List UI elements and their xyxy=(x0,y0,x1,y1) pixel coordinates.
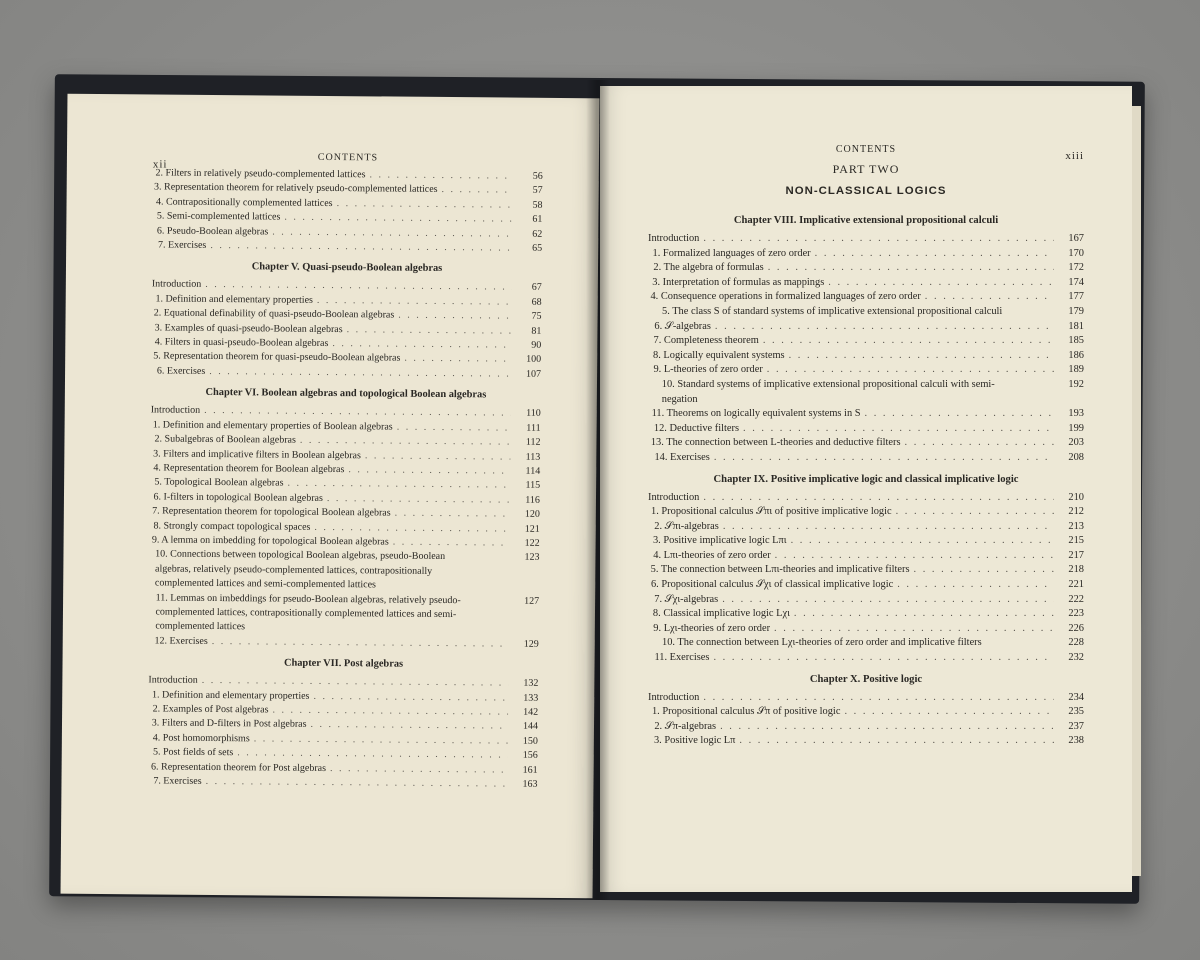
toc-entry-text: 12. Deductive filters xyxy=(653,422,739,434)
toc-entry-label xyxy=(648,691,699,706)
leader-dots xyxy=(703,691,1054,706)
toc-entry-label xyxy=(653,247,811,262)
toc-entry-page: 215 xyxy=(1068,535,1084,547)
toc-entry-label xyxy=(654,451,709,466)
toc-entry-page: 223 xyxy=(1068,608,1084,620)
toc-entry-text: 13. The connection between L-theories and deductive filters xyxy=(650,437,901,449)
toc-entry-text: 4. Contrapositionally complemented lattices xyxy=(155,196,333,209)
toc-entry-text: 12. Exercises xyxy=(154,635,208,647)
toc-entry-page: 57 xyxy=(532,185,543,197)
leader-dots xyxy=(272,704,508,720)
toc-entry-page: 217 xyxy=(1068,549,1084,561)
leader-dots xyxy=(865,407,1054,422)
toc-entry xyxy=(648,290,1084,305)
toc-entry xyxy=(648,491,1084,506)
toc-entry-page: 226 xyxy=(1068,622,1084,634)
chapter-title: Chapter VIII. Implicative extensional propositional calculi xyxy=(733,215,999,226)
toc-entry-page: 144 xyxy=(522,721,539,733)
toc-entry-label xyxy=(151,760,326,776)
toc-entry-page: 100 xyxy=(526,354,542,366)
leader-dots xyxy=(713,651,1054,666)
toc-entry-page: 120 xyxy=(524,508,540,520)
toc-entry xyxy=(648,320,1084,335)
toc-entry xyxy=(648,378,1084,407)
toc-entry xyxy=(648,276,1084,291)
toc-entry-text: Introduction xyxy=(150,404,201,417)
toc-entry-label xyxy=(653,534,787,549)
toc-entry xyxy=(152,238,542,256)
toc-entry xyxy=(648,232,1084,247)
toc-entry xyxy=(648,563,1084,578)
toc-entry-text: 2. Equational definability of quasi-pseudo-Boolean algebras xyxy=(153,307,395,321)
toc-entry-page: 90 xyxy=(531,339,542,351)
toc-entry-text: 1. Formalized languages of zero order xyxy=(652,247,811,259)
toc-entry-text: 4. Representation theorem for Boolean algebras xyxy=(153,462,345,476)
leader-dots xyxy=(723,520,1054,535)
leader-dots xyxy=(794,607,1054,622)
toc-entry xyxy=(648,636,1084,651)
toc-entry-page: 115 xyxy=(525,480,541,492)
toc-entry-text: 10. Standard systems of implicative extensional propositional calculi with semi-negation xyxy=(661,378,995,405)
leader-dots xyxy=(206,775,508,792)
toc-entry-text: Introduction xyxy=(148,674,198,687)
toc-entry-page: 122 xyxy=(524,537,540,549)
toc-entry xyxy=(648,261,1084,276)
toc-entry-text: 4. Consequence operations in formalized languages of zero order xyxy=(650,291,921,303)
toc-entry-text: 6. 𝒮-algebras xyxy=(654,320,711,332)
toc-entry-text: 6. Exercises xyxy=(156,365,206,377)
toc-entry-page: 123 xyxy=(524,552,540,564)
toc-entry-page: 167 xyxy=(1068,233,1084,244)
leader-dots xyxy=(393,535,510,550)
toc-entry-page: 237 xyxy=(1068,720,1084,732)
toc-entry xyxy=(151,364,541,382)
continued-entries xyxy=(152,166,543,256)
toc-entry xyxy=(147,774,537,792)
leader-dots xyxy=(739,734,1054,749)
leader-dots xyxy=(768,261,1054,276)
toc-entry-text: 10. The connection between Lχι-theories of zero order and implicative filters xyxy=(662,637,982,649)
leader-dots xyxy=(210,239,512,256)
toc-entry-label xyxy=(155,336,329,352)
toc-entry-page: 67 xyxy=(531,282,542,294)
toc-entry-label xyxy=(662,305,1058,320)
leader-dots xyxy=(395,507,510,522)
toc-entry-page: 208 xyxy=(1068,451,1084,463)
toc-entry-text: Introduction xyxy=(151,278,202,291)
toc-entry-text: 11. Lemmas on imbeddings for pseudo-Boolean algebras, relatively pseudo-complemented lattices, contrapositionally complemented lattices and semi-complemented lattices xyxy=(155,592,461,633)
toc-entry-label xyxy=(651,505,892,520)
leader-dots xyxy=(703,491,1054,506)
toc-entry-page: 121 xyxy=(524,523,540,535)
leader-dots xyxy=(815,247,1054,262)
toc-entry xyxy=(648,607,1084,622)
part-title: NON-CLASSICAL LOGICS xyxy=(785,185,947,197)
toc-entry-label xyxy=(651,436,901,451)
toc-entry-label xyxy=(653,622,770,637)
leader-dots xyxy=(369,168,512,184)
toc-entry-label xyxy=(153,519,310,535)
toc-entry-text: 8. Strongly compact topological spaces xyxy=(153,519,311,533)
toc-entry-text: 9. L-theories of zero order xyxy=(653,364,763,376)
toc-entry xyxy=(648,349,1084,364)
leader-dots xyxy=(767,363,1054,378)
left-chapter-list xyxy=(147,261,542,792)
toc-entry xyxy=(648,422,1084,437)
toc-entry-page: 189 xyxy=(1068,364,1084,376)
leader-dots xyxy=(348,463,510,479)
toc-entry-text: 7. 𝒮χι-algebras xyxy=(654,593,719,605)
toc-entry-label xyxy=(653,363,762,378)
leader-dots xyxy=(763,334,1054,349)
leader-dots xyxy=(925,290,1054,305)
toc-entry-text: 10. Connections between topological Boolean algebras, pseudo-Boolean algebras, relatively pseudo-complemented lattices, contrapositionally complemented lattices and semi-complemented lattices xyxy=(154,548,446,591)
toc-entry-label xyxy=(152,688,310,704)
toc-entry-text: 9. Lχι-theories of zero order xyxy=(653,622,771,634)
toc-entry-label xyxy=(654,520,719,535)
toc-entry-page: 133 xyxy=(523,692,539,704)
toc-entry-page: 58 xyxy=(532,199,543,211)
toc-entry xyxy=(648,505,1084,520)
leader-dots xyxy=(404,352,511,367)
toc-entry-text: 4. Lπι-theories of zero order xyxy=(653,549,771,561)
toc-entry-text: 11. Theorems on logically equivalent systems in S xyxy=(651,408,861,420)
toc-entry-text: 11. Exercises xyxy=(654,652,710,664)
toc-entry-label xyxy=(156,195,333,211)
toc-entry-page: 68 xyxy=(531,296,542,308)
toc-entry-text: 6. Pseudo-Boolean algebras xyxy=(156,225,269,238)
chapter-title: Chapter V. Quasi-pseudo-Boolean algebras xyxy=(251,261,443,275)
chapter-title: Chapter IX. Positive implicative logic and classical implicative logic xyxy=(713,473,1019,485)
toc-entry-label xyxy=(157,210,281,225)
toc-entry-label xyxy=(153,746,233,761)
toc-entry-label xyxy=(154,634,207,649)
toc-entry-text: 3. Positive logic Lπ xyxy=(653,735,736,747)
toc-entry-text: 8. Classical implicative logic Lχι xyxy=(652,608,790,620)
toc-entry-page: 179 xyxy=(1068,305,1084,317)
toc-entry-page: 213 xyxy=(1068,520,1084,532)
toc-entry-page: 186 xyxy=(1068,349,1084,361)
toc-entry-page: 221 xyxy=(1068,579,1084,591)
toc-entry-text: Introduction xyxy=(648,491,700,503)
chapter-title: Chapter VII. Post algebras xyxy=(283,657,404,670)
toc-entry-text: 6. Representation theorem for Post algebras xyxy=(151,761,327,774)
leader-dots xyxy=(791,534,1054,549)
toc-entry-page: 172 xyxy=(1068,262,1084,274)
toc-entry xyxy=(648,436,1084,451)
toc-entry-text: 6. Propositional calculus 𝒮χι of classical implicative logic xyxy=(650,579,894,591)
toc-entry xyxy=(149,591,539,638)
toc-entry-label xyxy=(151,404,201,419)
toc-entry-label xyxy=(662,378,1058,407)
toc-entry-text: 1. Definition and elementary properties xyxy=(151,689,310,702)
toc-entry-page: 234 xyxy=(1068,691,1084,703)
leader-dots xyxy=(905,436,1055,451)
leader-dots xyxy=(789,349,1054,364)
toc-entry-page: 110 xyxy=(526,407,541,420)
toc-entry-label xyxy=(654,651,709,666)
leader-dots xyxy=(715,320,1054,335)
toc-entry-page: 129 xyxy=(523,638,539,650)
toc-entry-text: 1. Propositional calculus 𝒮πι of positive implicative logic xyxy=(651,506,892,518)
toc-entry-text: 3. Filters and D-filters in Post algebras xyxy=(151,717,307,731)
toc-entry-text: 2. Subalgebras of Boolean algebras xyxy=(154,433,296,446)
leader-dots xyxy=(828,276,1054,291)
leader-dots xyxy=(844,705,1054,720)
leader-dots xyxy=(743,422,1054,437)
running-head-title: CONTENTS xyxy=(317,151,379,164)
toc-entry-label xyxy=(652,407,861,422)
chapter-title: Chapter X. Positive logic xyxy=(809,673,923,685)
toc-entry-page: 114 xyxy=(525,465,541,477)
leader-dots xyxy=(703,232,1054,247)
leader-dots xyxy=(337,197,513,213)
part-heading: PART TWO xyxy=(832,162,900,176)
right-running-head xyxy=(648,144,1084,160)
toc-entry-label xyxy=(155,548,514,594)
leader-dots xyxy=(722,593,1054,608)
right-page-content xyxy=(648,144,1084,749)
toc-entry-page: 193 xyxy=(1068,408,1084,420)
leader-dots xyxy=(720,720,1054,735)
leader-dots xyxy=(212,635,509,652)
toc-entry-page: 203 xyxy=(1068,437,1084,449)
toc-entry-label xyxy=(662,636,1058,651)
toc-entry-label xyxy=(654,734,735,749)
toc-entry-label xyxy=(154,433,295,449)
toc-entry-page: 161 xyxy=(522,764,538,776)
toc-entry xyxy=(648,407,1084,422)
leader-dots xyxy=(914,563,1054,578)
toc-entry-text: 2. The algebra of formulas xyxy=(653,262,764,274)
toc-entry xyxy=(648,451,1084,466)
toc-entry-page: 150 xyxy=(522,735,538,747)
leader-dots xyxy=(397,420,511,435)
toc-entry-text: 7. Representation theorem for topological Boolean algebras xyxy=(152,505,391,519)
toc-entry-page: 222 xyxy=(1068,593,1084,605)
toc-entry-label xyxy=(654,593,718,608)
toc-entry-text: 5. Topological Boolean algebras xyxy=(154,476,284,489)
toc-entry-text: 3. Positive implicative logic Lπι xyxy=(652,535,787,547)
toc-entry-text: 5. Semi-complemented lattices xyxy=(156,210,281,223)
toc-entry-text: 3. Representation theorem for relatively pseudo-complemented lattices xyxy=(154,181,438,196)
page-number: xiii xyxy=(1065,150,1084,162)
toc-entry-page: 232 xyxy=(1068,652,1084,664)
toc-entry-label xyxy=(654,422,739,437)
toc-entry xyxy=(149,634,539,652)
right-page xyxy=(600,86,1132,892)
toc-entry xyxy=(648,334,1084,349)
toc-entry-text: 2. 𝒮π-algebras xyxy=(654,720,717,732)
toc-entry-text: 1. Definition and elementary properties xyxy=(155,293,313,306)
toc-entry xyxy=(648,363,1084,378)
toc-entry-label xyxy=(653,549,770,564)
toc-entry-label xyxy=(155,292,313,308)
toc-entry-text: 7. Exercises xyxy=(157,239,207,251)
toc-entry-label xyxy=(648,491,699,506)
leader-dots xyxy=(327,492,510,508)
book-gutter xyxy=(586,80,610,900)
toc-entry xyxy=(648,578,1084,593)
toc-entry-label xyxy=(654,334,759,349)
toc-entry-text: Introduction xyxy=(648,233,700,244)
toc-entry-text: 5. Representation theorem for quasi-pseudo-Boolean algebras xyxy=(153,350,401,365)
toc-entry-label xyxy=(651,563,910,578)
chapter-title: Chapter VI. Boolean algebras and topological Boolean algebras xyxy=(205,387,487,401)
toc-entry-label xyxy=(153,702,269,717)
toc-entry-text: 2. 𝒮πι-algebras xyxy=(654,520,719,532)
toc-entry-page: 212 xyxy=(1068,506,1084,518)
toc-entry-page: 218 xyxy=(1068,564,1084,576)
toc-entry-page: 163 xyxy=(522,778,538,790)
right-chapter-list xyxy=(648,215,1084,749)
toc-entry-page: 228 xyxy=(1068,637,1084,649)
toc-entry-page: 61 xyxy=(532,213,543,226)
toc-entry xyxy=(648,705,1084,720)
toc-entry-page: 75 xyxy=(531,311,542,323)
toc-entry-label xyxy=(158,239,206,254)
toc-entry-page: 132 xyxy=(523,677,539,690)
leader-dots xyxy=(897,578,1054,593)
leader-dots xyxy=(775,549,1054,564)
toc-entry-text: 5. The class S of standard systems of implicative extensional propositional calculi xyxy=(662,305,1003,317)
leader-dots xyxy=(332,337,511,353)
toc-entry-label xyxy=(148,674,198,689)
toc-entry-text: 6. I-filters in topological Boolean algebras xyxy=(153,491,323,504)
toc-entry-label xyxy=(653,349,785,364)
left-page xyxy=(61,94,600,899)
toc-entry-page: 170 xyxy=(1068,247,1084,259)
toc-entry-label xyxy=(652,276,824,291)
toc-entry-text: 1. Propositional calculus 𝒮π of positive logic xyxy=(651,706,841,718)
toc-entry-label xyxy=(157,224,268,239)
toc-entry-label xyxy=(652,705,840,720)
toc-entry-text: 14. Exercises xyxy=(654,451,710,463)
toc-entry xyxy=(648,651,1084,666)
toc-entry-page: 235 xyxy=(1068,706,1084,718)
toc-entry-page: 181 xyxy=(1068,320,1084,332)
toc-entry xyxy=(648,534,1084,549)
leader-dots xyxy=(365,449,511,465)
toc-entry xyxy=(648,247,1084,262)
toc-entry-page: 192 xyxy=(1068,378,1084,390)
toc-entry-label xyxy=(155,591,513,637)
toc-entry-page: 127 xyxy=(524,595,540,607)
leader-dots xyxy=(398,309,511,324)
leader-dots xyxy=(896,505,1054,520)
toc-entry-page: 177 xyxy=(1068,291,1084,303)
toc-entry-text: 2. Examples of Post algebras xyxy=(152,703,269,716)
toc-entry-text: Introduction xyxy=(648,691,700,703)
toc-entry xyxy=(648,720,1084,735)
toc-entry-page: 56 xyxy=(532,170,543,182)
leader-dots xyxy=(441,183,512,198)
toc-entry-text: 3. Interpretation of formulas as mappings xyxy=(652,276,825,288)
toc-entry-page: 174 xyxy=(1068,276,1084,288)
toc-entry-label xyxy=(153,490,323,506)
toc-entry-text: 9. A lemma on imbedding for topological Boolean algebras xyxy=(151,534,389,548)
toc-entry-text: 4. Post homomorphisms xyxy=(152,732,250,745)
toc-entry xyxy=(648,549,1084,564)
toc-entry-page: 156 xyxy=(522,749,538,762)
toc-entry-label xyxy=(654,720,716,735)
page-number: xii xyxy=(152,158,168,171)
toc-entry-label xyxy=(155,321,343,337)
toc-entry-page: 116 xyxy=(525,494,541,506)
toc-entry-page: 210 xyxy=(1068,491,1084,503)
toc-entry xyxy=(648,305,1084,320)
toc-entry-label xyxy=(648,232,699,247)
leader-dots xyxy=(714,451,1054,466)
toc-entry-page: 107 xyxy=(526,368,542,380)
toc-entry-text: 2. Filters in relatively pseudo-complemented lattices xyxy=(155,167,366,181)
toc-entry-label xyxy=(153,461,344,477)
leader-dots xyxy=(347,323,512,339)
toc-entry-page: 113 xyxy=(525,451,541,463)
toc-entry-label xyxy=(153,731,250,746)
toc-entry-label xyxy=(654,320,711,335)
toc-entry-label xyxy=(653,607,790,622)
toc-entry-label xyxy=(650,290,920,305)
leader-dots xyxy=(330,762,508,778)
toc-entry-page: 65 xyxy=(532,242,543,254)
toc-entry-text: 3. Examples of quasi-pseudo-Boolean algebras xyxy=(154,322,343,335)
toc-entry xyxy=(648,622,1084,637)
left-page-content xyxy=(147,150,543,792)
toc-entry-label xyxy=(157,364,205,379)
toc-entry xyxy=(648,520,1084,535)
toc-entry-page: 199 xyxy=(1068,422,1084,434)
toc-entry xyxy=(149,548,539,595)
toc-entry-text: 1. Definition and elementary properties of Boolean algebras xyxy=(152,419,393,433)
toc-entry-text: 3. Filters and implicative filters in Boolean algebras xyxy=(153,447,361,461)
toc-entry-page: 62 xyxy=(532,228,543,240)
toc-entry-label xyxy=(152,278,202,293)
leader-dots xyxy=(209,365,511,382)
toc-entry-page: 238 xyxy=(1068,735,1084,747)
toc-entry-text: 7. Completeness theorem xyxy=(653,335,759,347)
toc-entry-text: 4. Filters in quasi-pseudo-Boolean algebras xyxy=(154,336,329,350)
running-head-title: CONTENTS xyxy=(835,144,897,155)
toc-entry-label xyxy=(653,261,763,276)
toc-entry-page: 111 xyxy=(526,422,541,434)
toc-entry-page: 185 xyxy=(1068,335,1084,347)
toc-entry xyxy=(648,593,1084,608)
toc-entry-label xyxy=(651,578,893,593)
left-running-head xyxy=(153,150,543,169)
toc-entry xyxy=(648,734,1084,749)
toc-entry-label xyxy=(152,717,307,733)
toc-entry-page: 142 xyxy=(523,706,539,718)
toc-entry-page: 81 xyxy=(531,325,542,337)
toc-entry-label xyxy=(154,476,283,492)
toc-entry-label xyxy=(153,775,201,790)
toc-entry-page: 112 xyxy=(525,436,541,448)
toc-entry-text: 5. The connection between Lπι-theories and implicative filters xyxy=(650,564,910,576)
leader-dots xyxy=(774,622,1054,637)
toc-entry-text: 8. Logically equivalent systems xyxy=(653,349,785,361)
toc-entry xyxy=(648,691,1084,706)
toc-entry-text: 5. Post fields of sets xyxy=(152,746,234,759)
toc-entry-text: 7. Exercises xyxy=(153,775,202,787)
